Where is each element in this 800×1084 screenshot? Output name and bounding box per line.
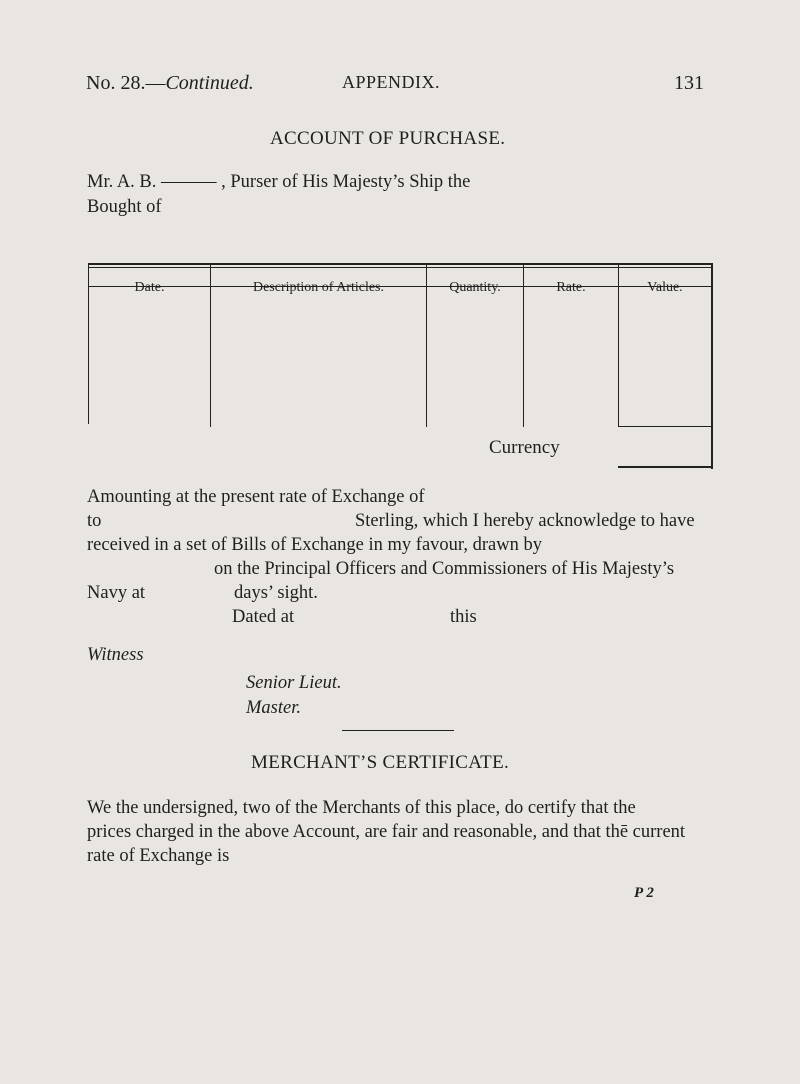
page-number: 131 (674, 72, 704, 94)
account-line-2: Bought of (87, 197, 162, 217)
body-line-4: on the Principal Officers and Commissioners of His Majesty’s (214, 559, 675, 579)
signature-master: Master. (246, 698, 301, 718)
column-header-quantity: Quantity. (449, 280, 501, 295)
column-header-description: Description of Articles. (252, 280, 385, 295)
body-line-2a: to (87, 511, 102, 531)
body-line-2b: Sterling, which I hereby acknowledge to have (355, 511, 695, 531)
column-header-date: Date. (134, 280, 165, 295)
column-header-value: Value. (647, 280, 683, 295)
account-title: ACCOUNT OF PURCHASE. (270, 128, 506, 149)
currency-label: Currency (489, 437, 560, 458)
body-line-5b: days’ sight. (234, 583, 318, 603)
running-header-prefix: No. 28.— (86, 72, 166, 94)
certificate-line-3: rate of Exchange is (87, 846, 230, 866)
witness-label: Witness (87, 645, 144, 665)
column-header-rate: Rate. (556, 280, 586, 295)
body-line-6a: Dated at (232, 607, 295, 627)
running-header-center: APPENDIX. (342, 72, 441, 92)
body-line-5a: Navy at (87, 583, 146, 603)
section-divider (342, 730, 454, 731)
running-header-left (86, 72, 254, 95)
body-line-3: received in a set of Bills of Exchange in my favour, drawn by (87, 535, 542, 555)
certificate-title: MERCHANT’S CERTIFICATE. (251, 752, 510, 773)
certificate-line-1: We the undersigned, two of the Merchants of this place, do certify that the (87, 798, 636, 818)
signature-senior-lieut: Senior Lieut. (246, 673, 342, 693)
running-header-continued: Continued. (165, 72, 254, 94)
certificate-line-2: prices charged in the above Account, are fair and reasonable, and that thē current (87, 822, 686, 842)
signature-mark: P 2 (634, 885, 654, 901)
body-line-1: Amounting at the present rate of Exchange of (87, 487, 425, 507)
body-line-6b: this (450, 607, 477, 627)
account-line-1: Mr. A. B. ——— , Purser of His Majesty’s Ship the (87, 172, 471, 192)
